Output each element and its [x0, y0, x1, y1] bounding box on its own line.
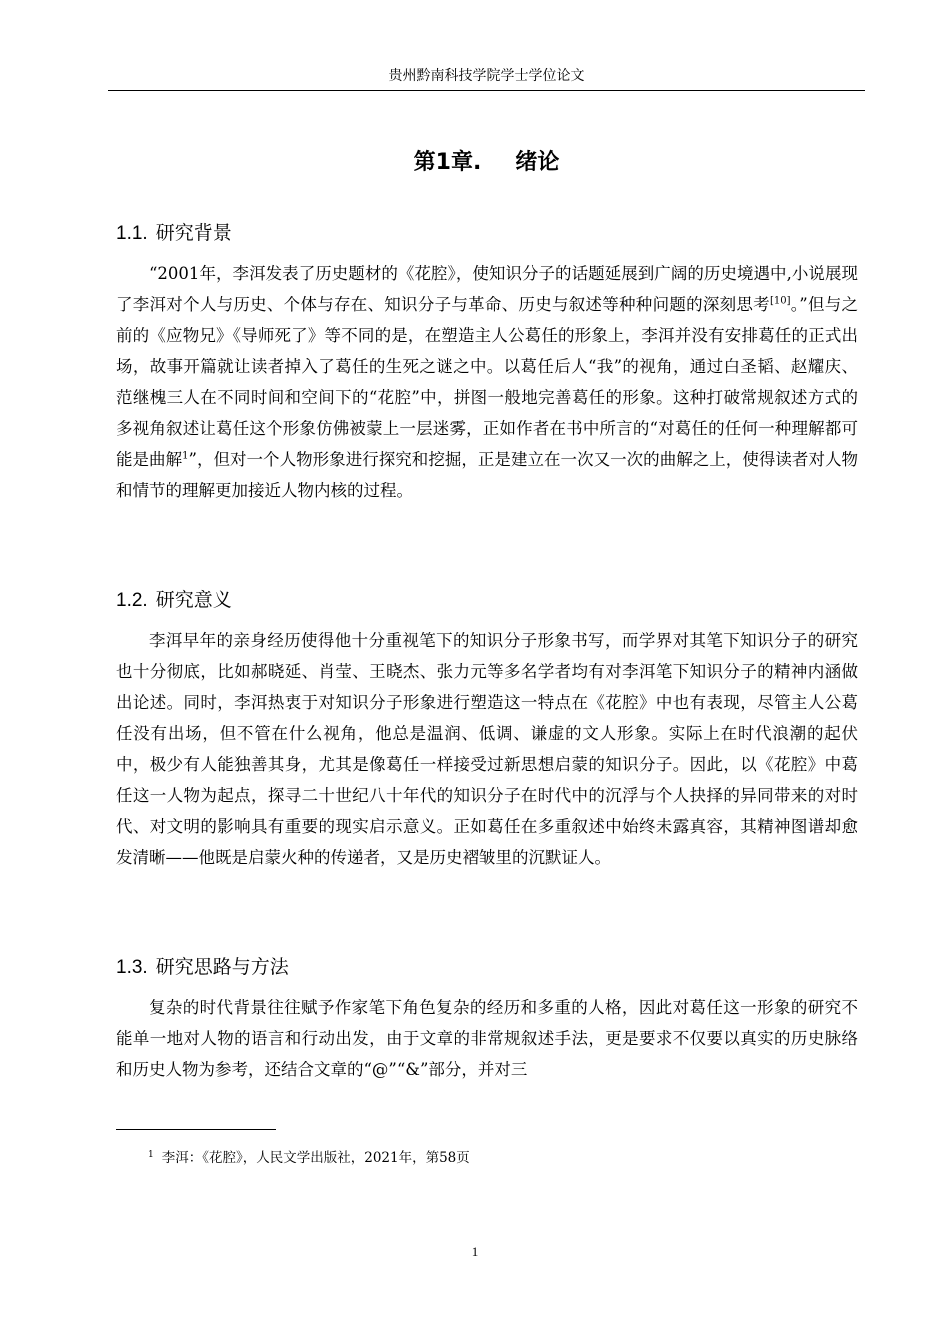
paragraph-text: 。”但与之前的《应物兄》《导师死了》等不同的是，在塑造主人公葛任的形象上，李洱并没有安排葛任的正式出场，故事开篇就让读者掉入了葛任的生死之谜之中。以葛任后人“我”的视角，通过白圣韬、赵耀庆、范继槐三人在不同时间和空间下的“花腔”中，拼图一般地完善葛任的形象。这种打破常规叙述方式的多视角叙述让葛任这个形象仿佛被蒙上一层迷雾，正如作者在书中所言的“对葛任的任何一种理解都可能是曲解 [116, 295, 859, 469]
running-header: 贵州黔南科技学院学士学位论文 [388, 68, 585, 84]
footnote-rule [116, 1129, 276, 1130]
footnote [148, 1148, 470, 1168]
paragraph-method: 复杂的时代背景往往赋予作家笔下角色复杂的经历和多重的人格，因此对葛任这一形象的研究不能单一地对人物的语言和行动出发，由于文章的非常规叙述手法，更是要求不仅要以真实的历史脉络和历史人物为参考，还结合文章的“@”“&”部分，并对三 [116, 998, 858, 1079]
chapter-heading [108, 146, 865, 180]
paragraph-text: ”，但对一个人物形象进行探究和挖掘，正是建立在一次又一次的曲解之上，使得读者对人物和情节的理解更加接近人物内核的过程。 [116, 450, 858, 500]
section-title: 研究背景 [155, 222, 232, 244]
section-title: 研究意义 [155, 589, 232, 611]
section-number: 1.2. [116, 590, 148, 611]
header-rule [108, 90, 865, 91]
footnote-ref: 1 [182, 450, 189, 462]
section-title: 研究思路与方法 [155, 956, 289, 978]
paragraph-text: “2001年，李洱发表了历史题材的《花腔》，使知识分子的话题延展到广阔的历史境遇中,小说展现了李洱对个人与历史、个体与存在、知识分子与革命、历史与叙述等种种问题的深刻思考 [116, 264, 858, 314]
page-number: 1 [471, 1244, 479, 1259]
paragraph-background [116, 258, 858, 506]
footnote-text: 李洱：《花腔》，人民文学出版社，2021年，第58页 [161, 1150, 470, 1166]
chapter-number: 第1章. [413, 150, 482, 175]
citation-ref: [10] [769, 295, 791, 307]
section-heading-1-1 [116, 219, 232, 248]
section-number: 1.1. [116, 223, 148, 244]
section-heading-1-3 [116, 953, 289, 982]
footnote-mark: 1 [148, 1149, 154, 1160]
chapter-title: 绪论 [515, 150, 560, 175]
section-heading-1-2 [116, 586, 232, 615]
paragraph-significance: 李洱早年的亲身经历使得他十分重视笔下的知识分子形象书写，而学界对其笔下知识分子的研究也十分彻底，比如郝晓延、肖莹、王晓杰、张力元等多名学者均有对李洱笔下知识分子的精神内涵做出论述。同时，李洱热衷于对知识分子形象进行塑造这一特点在《花腔》中也有表现，尽管主人公葛任没有出场，但不管在什么视角，他总是温润、低调、谦虚的文人形象。实际上在时代浪潮的起伏中，极少有人能独善其身，尤其是像葛任一样接受过新思想启蒙的知识分子。因此，以《花腔》中葛任这一人物为起点，探寻二十世纪八十年代的知识分子在时代中的沉浮与个人抉择的异同带来的对时代、对文明的影响具有重要的现实启示意义。正如葛任在多重叙述中始终未露真容，其精神图谱却愈发清晰——他既是启蒙火种的传递者，又是历史褶皱里的沉默证人。 [116, 631, 858, 867]
section-number: 1.3. [116, 957, 148, 978]
